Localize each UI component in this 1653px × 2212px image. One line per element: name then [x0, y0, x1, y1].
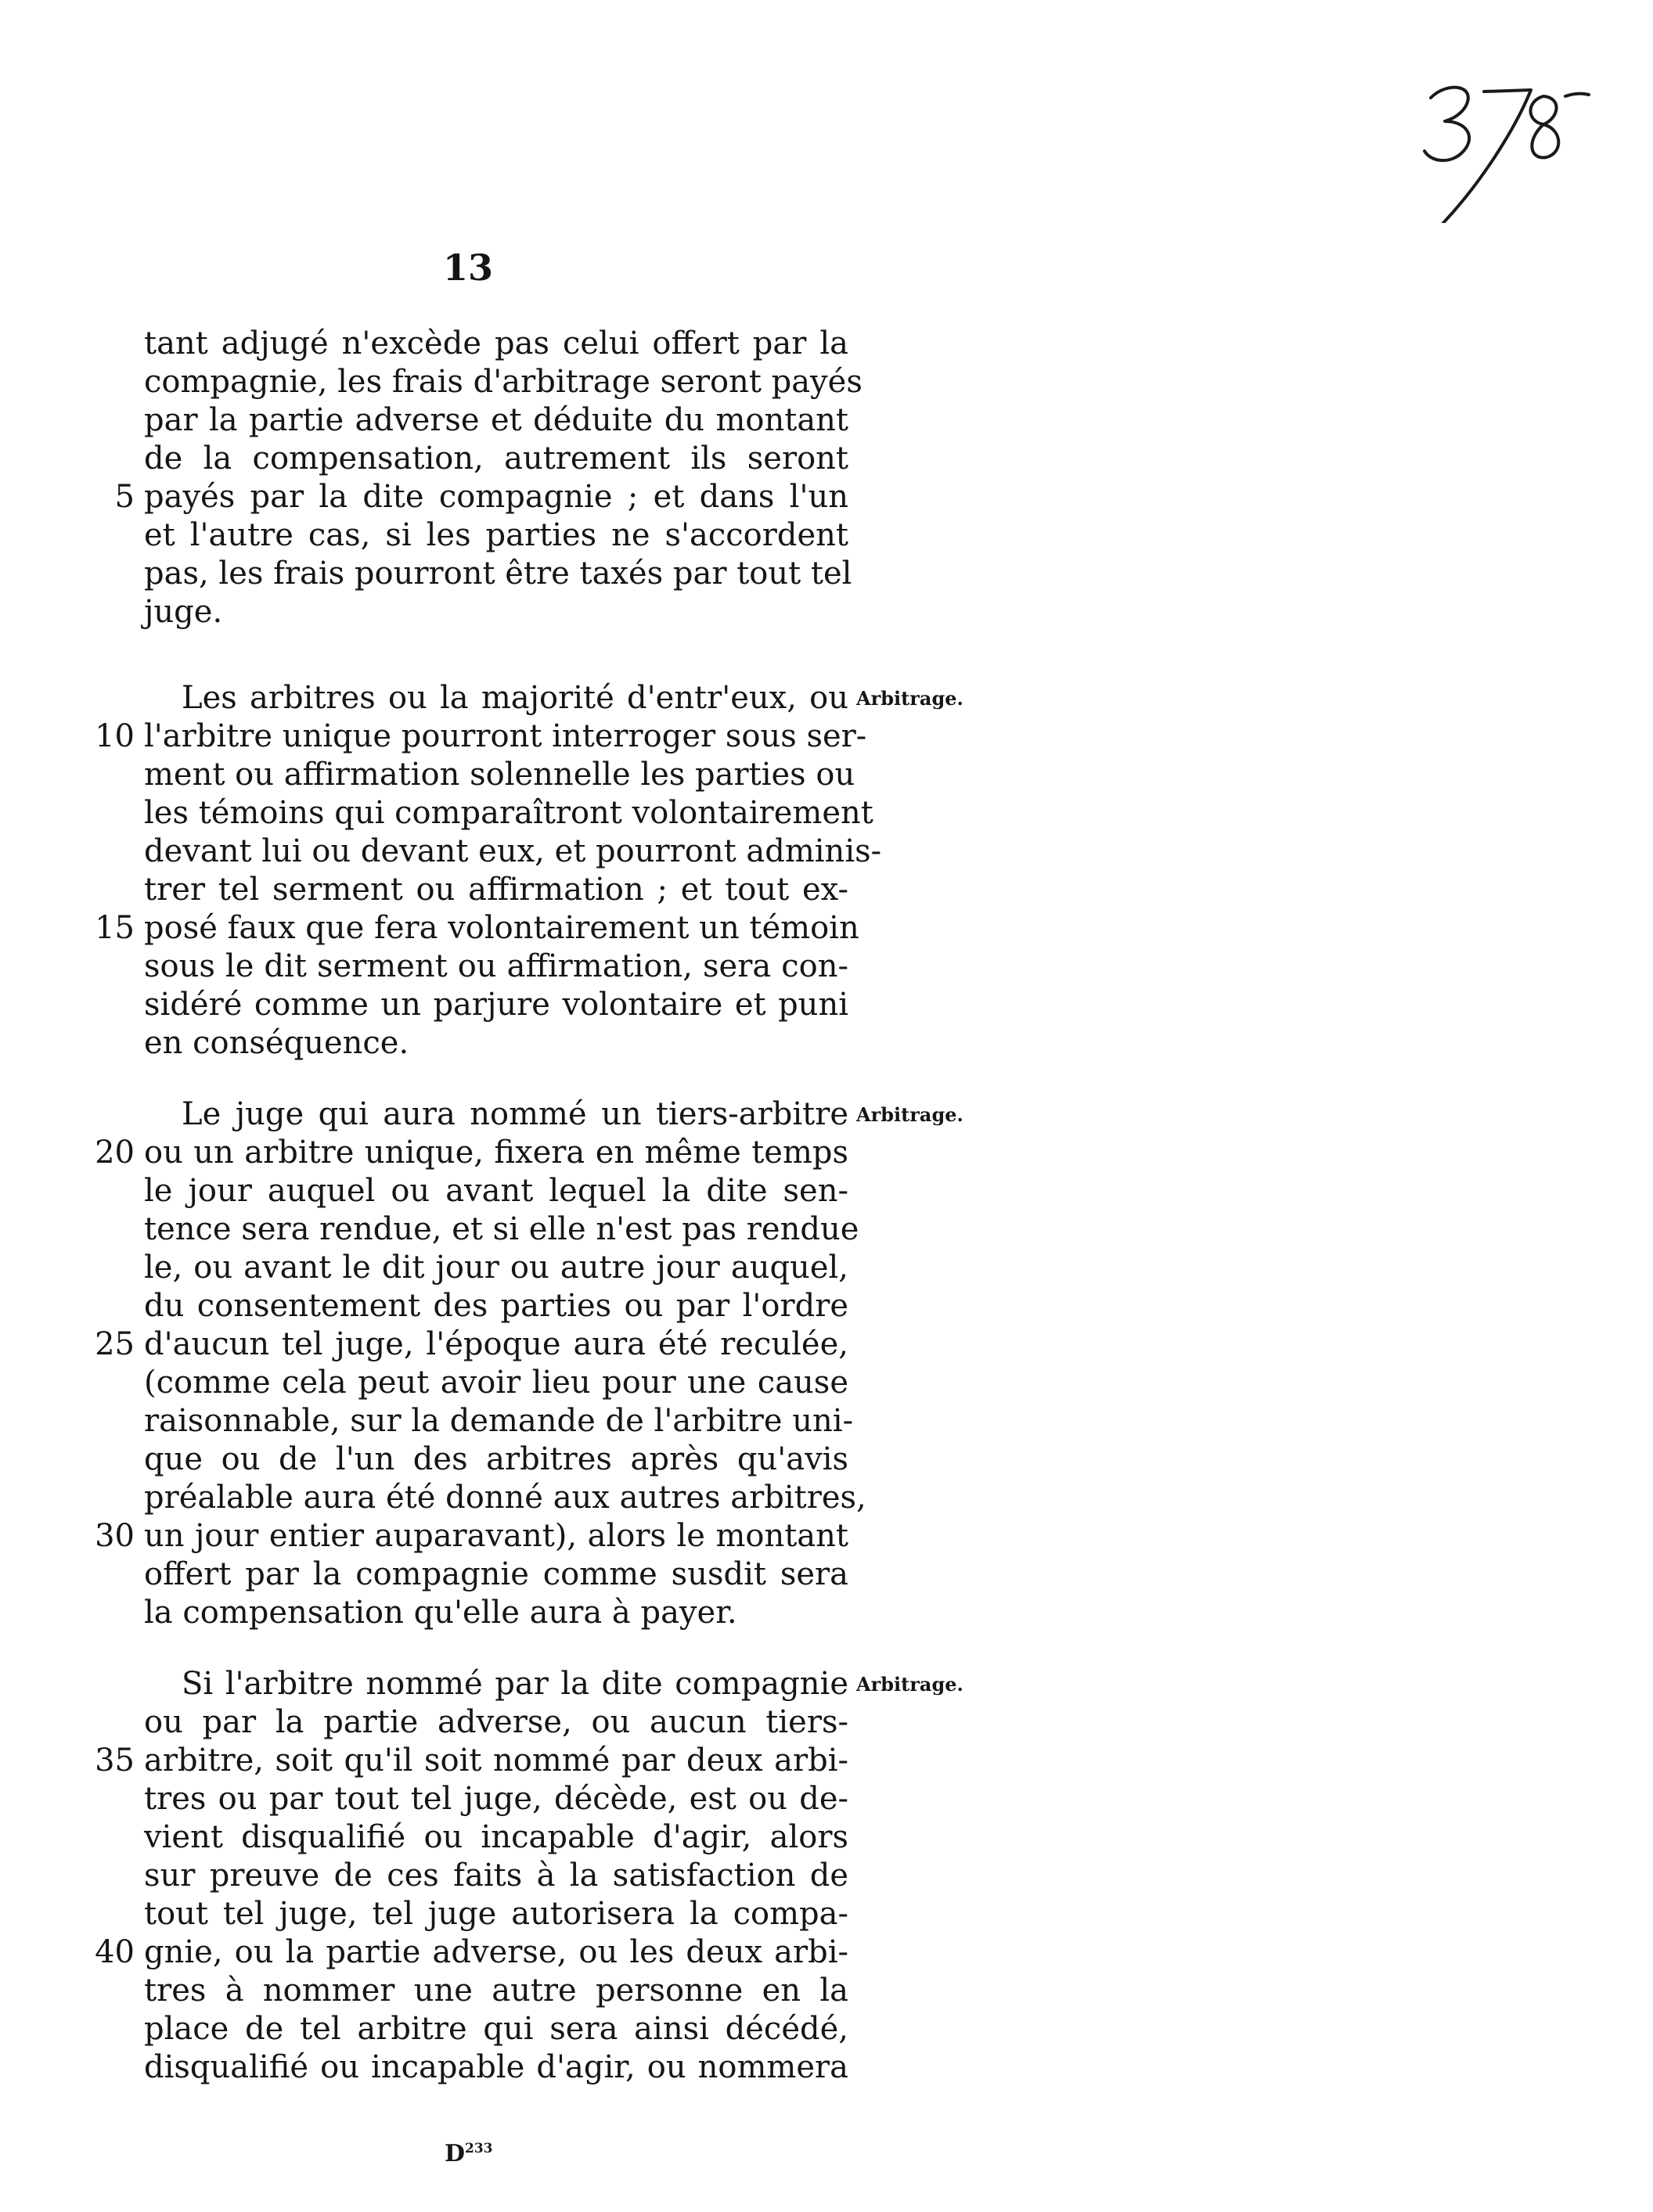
text-line: Les arbitres ou la majorité d'entr'eux, ou — [182, 680, 848, 716]
text-line: du consentement des parties ou par l'ordre — [144, 1288, 848, 1324]
line-number: 15 — [95, 910, 135, 946]
paragraph-2 — [144, 679, 882, 1063]
text-line: préalable aura été donné aux autres arbitres, — [144, 1480, 866, 1516]
signature-letter: D — [445, 2140, 466, 2167]
text-line: que ou de l'un des arbitres après qu'avis — [144, 1441, 848, 1477]
text-line: les témoins qui comparaîtront volontairement — [144, 795, 873, 831]
text-line: disqualifié ou incapable d'agir, ou nommera — [144, 2049, 848, 2085]
line-number: 5 — [114, 479, 135, 515]
text-line: tant adjugé n'excède pas celui offert par la — [144, 326, 848, 361]
text-line: ou par la partie adverse, ou aucun tiers- — [144, 1704, 848, 1740]
text-line: le, ou avant le dit jour ou autre jour auquel, — [144, 1250, 848, 1286]
text-line: Si l'arbitre nommé par la dite compagnie — [182, 1666, 848, 1702]
line-number: 35 — [95, 1743, 135, 1779]
page-number: 13 — [443, 246, 494, 289]
paragraph-3 — [144, 1095, 866, 1632]
text-line: arbitre, soit qu'il soit nommé par deux arbi- — [144, 1743, 848, 1779]
text-line: tout tel juge, tel juge autorisera la compa- — [144, 1896, 848, 1932]
text-line: compagnie, les frais d'arbitrage seront payés — [144, 364, 863, 400]
text-line: posé faux que fera volontairement un témoin — [144, 910, 859, 946]
printer-signature-mark — [445, 2140, 493, 2167]
text-line: payés par la dite compagnie ; et dans l'un — [144, 479, 848, 515]
text-line: en conséquence. — [144, 1025, 409, 1061]
signature-number: 233 — [465, 2141, 493, 2156]
text-line: le jour auquel ou avant lequel la dite sen- — [144, 1173, 848, 1209]
text-line: la compensation qu'elle aura à payer. — [144, 1595, 737, 1631]
text-line: trer tel serment ou affirmation ; et tout ex- — [144, 872, 848, 908]
paragraph-1 — [144, 325, 863, 631]
margin-note-arbitrage: Arbitrage. — [856, 1673, 963, 1696]
text-line: offert par la compagnie comme susdit sera — [144, 1556, 848, 1592]
line-number: 20 — [95, 1135, 135, 1171]
margin-note-arbitrage: Arbitrage. — [856, 687, 963, 710]
line-number: 25 — [95, 1326, 135, 1362]
line-number: 10 — [95, 718, 135, 754]
margin-note-arbitrage: Arbitrage. — [856, 1103, 963, 1126]
text-line: tres à nommer une autre personne en la — [144, 1973, 848, 2009]
text-line: ment ou affirmation solennelle les parties ou — [144, 757, 855, 793]
text-line: raisonnable, sur la demande de l'arbitre uni- — [144, 1403, 854, 1439]
text-line: juge. — [144, 594, 223, 630]
text-line: pas, les frais pourront être taxés par tout tel — [144, 556, 852, 592]
text-line: par la partie adverse et déduite du montant — [144, 402, 848, 438]
text-line: sidéré comme un parjure volontaire et puni — [144, 987, 848, 1023]
text-line: sous le dit serment ou affirmation, sera con- — [144, 948, 848, 984]
paragraph-4 — [144, 1665, 848, 2087]
text-line: un jour entier auparavant), alors le montant — [144, 1518, 848, 1554]
text-line: sur preuve de ces faits à la satisfaction de — [144, 1858, 848, 1894]
text-line: l'arbitre unique pourront interroger sous ser- — [144, 718, 867, 754]
text-line: tres ou par tout tel juge, décède, est ou de- — [144, 1781, 848, 1817]
text-line: de la compensation, autrement ils seront — [144, 441, 848, 477]
text-line: d'aucun tel juge, l'époque aura été reculée, — [144, 1326, 848, 1362]
text-line: gnie, ou la partie adverse, ou les deux arbi- — [144, 1934, 848, 1970]
line-number: 40 — [95, 1934, 135, 1970]
line-number: 30 — [95, 1518, 135, 1554]
text-line: Le juge qui aura nommé un tiers-arbitre — [182, 1096, 848, 1132]
text-line: place de tel arbitre qui sera ainsi décédé, — [144, 2011, 848, 2047]
handwritten-folio-number — [1409, 74, 1597, 223]
text-line: vient disqualifié ou incapable d'agir, alors — [144, 1819, 848, 1855]
text-line: ou un arbitre unique, fixera en même temps — [144, 1135, 848, 1171]
text-line: tence sera rendue, et si elle n'est pas rendue — [144, 1211, 859, 1247]
text-line: (comme cela peut avoir lieu pour une cause — [144, 1365, 848, 1401]
text-line: devant lui ou devant eux, et pourront adminis- — [144, 833, 882, 869]
text-line: et l'autre cas, si les parties ne s'accordent — [144, 517, 848, 553]
